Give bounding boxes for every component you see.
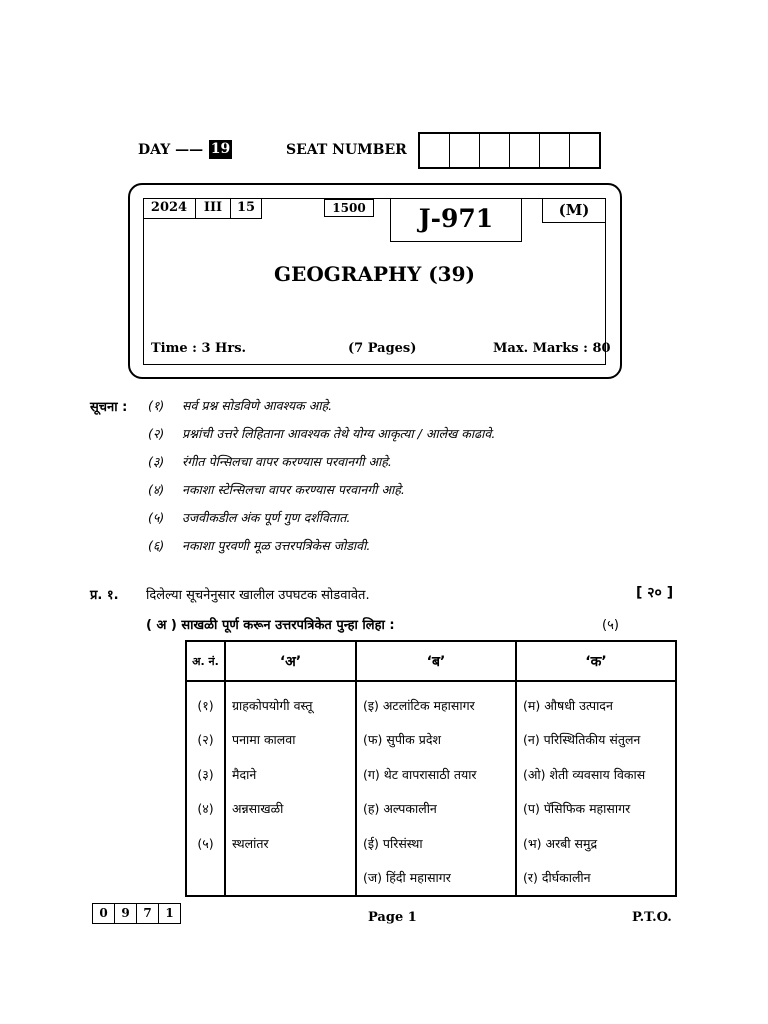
footer-paper-code (92, 903, 181, 924)
instructions-title: सूचना : (90, 400, 128, 415)
subject-title: GEOGRAPHY (39) (274, 262, 475, 286)
table-row (186, 757, 676, 792)
instruction-number: (६) (148, 538, 165, 553)
table-cell: (४) (186, 792, 225, 827)
instruction-number: (२) (148, 426, 165, 441)
seat-box[interactable] (480, 134, 510, 167)
instruction-text: प्रश्नांची उत्तरे लिहिताना आवश्यक तेथे योग्य आकृत्या / आलेख काढावे. (182, 426, 496, 441)
paper-code: J-971 (390, 198, 522, 242)
footer-code-digit: 1 (165, 906, 174, 920)
instruction-number: (३) (148, 454, 165, 469)
table-row (186, 723, 676, 758)
instruction-number: (४) (148, 482, 165, 497)
table-cell: (ओ) शेती व्यवसाय विकास (516, 757, 676, 792)
footer-code-digit: 7 (137, 904, 159, 923)
table-cell: पनामा कालवा (225, 723, 356, 758)
table-row (186, 826, 676, 861)
exam-time-code: 1500 (324, 199, 374, 217)
table-cell: (१) (186, 681, 225, 723)
table-cell: (न) परिस्थितिकीय संतुलन (516, 723, 676, 758)
day-label: DAY —— (138, 142, 204, 158)
table-header-row (186, 641, 676, 681)
instruction-number: (१) (148, 398, 165, 413)
column-header-b: ‘ब’ (356, 641, 516, 681)
exam-year: 2024 (143, 198, 196, 218)
table-cell: (भ) अरबी समुद्र (516, 826, 676, 861)
exam-date: 15 (236, 200, 256, 215)
table-cell: (र) दीर्घकालीन (516, 861, 676, 897)
table-cell: अन्नसाखळी (225, 792, 356, 827)
subquestion-text: ( अ ) साखळी पूर्ण करून उत्तरपत्रिकेत पुन्हा लिहा : (146, 618, 395, 633)
seat-box[interactable] (420, 134, 450, 167)
table-row (186, 792, 676, 827)
seat-box[interactable] (450, 134, 480, 167)
page-count: (7 Pages) (348, 341, 417, 356)
table-cell: (५) (186, 826, 225, 861)
table-cell: (३) (186, 757, 225, 792)
instruction-item (148, 537, 370, 554)
seat-number-label: SEAT NUMBER (286, 142, 407, 158)
table-cell: (ज) हिंदी महासागर (356, 861, 516, 897)
table-cell: मैदाने (225, 757, 356, 792)
instruction-item (148, 453, 392, 470)
page-number: Page 1 (368, 910, 417, 925)
instruction-text: सर्व प्रश्न सोडविणे आवश्यक आहे. (182, 398, 333, 413)
instruction-item (148, 397, 332, 414)
table-cell: स्थलांतर (225, 826, 356, 861)
instruction-text: नकाशा स्टेन्सिलचा वापर करण्यास परवानगी आहे. (182, 482, 405, 497)
table-cell: (२) (186, 723, 225, 758)
table-cell: (फ) सुपीक प्रदेश (356, 723, 516, 758)
table-cell: (ई) परिसंस्था (356, 826, 516, 861)
instruction-item (148, 509, 350, 526)
instruction-text: उजवीकडील अंक पूर्ण गुण दर्शवितात. (182, 510, 351, 525)
footer-code-digit: 0 (93, 904, 115, 923)
exam-session: III (196, 198, 231, 218)
column-header-a: ‘अ’ (225, 641, 356, 681)
footer-code-digit: 9 (115, 904, 137, 923)
seat-box[interactable] (540, 134, 570, 167)
seat-box[interactable] (510, 134, 540, 167)
column-header-c: ‘क’ (516, 641, 676, 681)
table-cell (225, 861, 356, 897)
question-text: दिलेल्या सूचनेनुसार खालील उपघटक सोडवावेत. (146, 588, 370, 603)
max-marks: Max. Marks : 80 (493, 341, 611, 356)
exam-code-row (143, 198, 262, 219)
question-label: प्र. १. (90, 588, 119, 603)
table-cell: (प) पॅसिफिक महासागर (516, 792, 676, 827)
table-cell: (इ) अटलांटिक महासागर (356, 681, 516, 723)
table-row (186, 861, 676, 897)
please-turn-over: P.T.O. (632, 910, 672, 925)
chain-table (185, 640, 677, 897)
table-cell: (म) औषधी उत्पादन (516, 681, 676, 723)
seat-box[interactable] (570, 134, 599, 167)
subquestion-marks: (५) (602, 618, 619, 633)
instruction-text: रंगीत पेन्सिलचा वापर करण्यास परवानगी आहे. (182, 454, 392, 469)
table-cell: (ह) अल्पकालीन (356, 792, 516, 827)
instruction-item (148, 481, 405, 498)
instruction-number: (५) (148, 510, 165, 525)
exam-duration: Time : 3 Hrs. (151, 341, 247, 356)
table-cell: ग्राहकोपयोगी वस्तू (225, 681, 356, 723)
table-row (186, 681, 676, 723)
instruction-text: नकाशा पुरवणी मूळ उत्तरपत्रिकेस जोडावी. (182, 538, 371, 553)
table-cell: (ग) थेट वापरासाठी तयार (356, 757, 516, 792)
medium-label: (M) (542, 198, 606, 223)
question-marks: [ २० ] (636, 585, 674, 601)
day-number: 19 (210, 141, 231, 157)
instruction-item (148, 425, 495, 442)
table-cell (186, 861, 225, 897)
seat-number-boxes[interactable] (418, 132, 601, 169)
column-header-serial: अ. नं. (186, 641, 225, 681)
